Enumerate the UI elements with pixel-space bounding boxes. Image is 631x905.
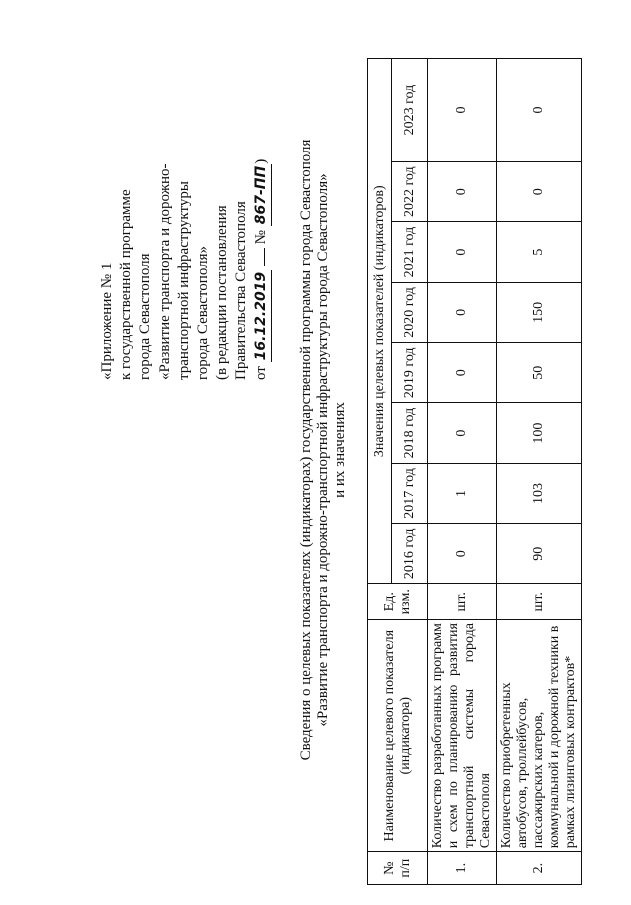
row-value: 103 <box>497 463 582 523</box>
appendix-line: к государственной программе <box>118 189 135 380</box>
row-unit: шт. <box>497 584 582 620</box>
row-value: 0 <box>428 343 497 403</box>
row-value: 90 <box>497 524 582 584</box>
header-year: 2018 год <box>392 403 428 463</box>
title-line-3: и их значениях <box>332 402 348 498</box>
header-year: 2021 год <box>392 222 428 282</box>
row-name: Количество разработанных программ и схем по планированию развития транспортной системы города Севастополя <box>428 620 497 852</box>
handwritten-date: 16.12.2019 <box>252 270 272 363</box>
header-year: 2016 год <box>392 524 428 584</box>
appendix-date-line <box>252 20 272 380</box>
header-year: 2022 год <box>392 162 428 222</box>
from-prefix: от <box>252 366 269 380</box>
header-year: 2020 год <box>392 282 428 342</box>
row-value: 1 <box>428 463 497 523</box>
appendix-block <box>98 20 272 380</box>
header-values-group: Значения целевых показателей (индикаторов) <box>368 59 392 584</box>
appendix-line: города Севастополя» <box>195 245 212 380</box>
appendix-line: транспортной инфраструктуры <box>175 181 192 380</box>
row-num: 2. <box>497 852 582 885</box>
appendix-line: (в редакции постановления <box>214 205 231 380</box>
row-value: 0 <box>428 403 497 463</box>
row-value: 0 <box>428 282 497 342</box>
row-value: 0 <box>428 162 497 222</box>
row-value: 150 <box>497 282 582 342</box>
row-value: 50 <box>497 343 582 403</box>
appendix-line: «Приложение № 1 <box>99 262 115 380</box>
table-row <box>497 59 582 885</box>
header-unit: Ед. изм. <box>368 584 428 620</box>
row-name: Количество приобретенных автобусов, троллейбусов, пассажирских катеров, коммунальной и дорожной техники в рамках лизинговых контрактов* <box>497 620 582 852</box>
indicators-table <box>367 58 582 885</box>
appendix-line: «Развитие транспорта и дорожно- <box>156 163 173 380</box>
header-year: 2017 год <box>392 463 428 523</box>
number-prefix: № <box>252 230 269 245</box>
header-year: 2023 год <box>392 59 428 162</box>
title-line-2: «Развитие транспорта и дорожно-транспортной инфраструктуры города Севастополя» <box>315 173 331 727</box>
row-value: 0 <box>428 222 497 282</box>
header-year: 2019 год <box>392 343 428 403</box>
appendix-line: Правительства Севастополя <box>233 201 250 380</box>
title-line-1: Сведения о целевых показателях (индикаторах) государственной программы города Севастополя <box>298 139 314 761</box>
document-title <box>298 75 349 825</box>
row-value: 5 <box>497 222 582 282</box>
appendix-line: города Севастополя <box>137 253 154 380</box>
closing-paren: ) <box>252 158 269 164</box>
row-value: 0 <box>497 59 582 162</box>
row-num: 1. <box>428 852 497 885</box>
row-unit: шт. <box>428 584 497 620</box>
row-value: 100 <box>497 403 582 463</box>
header-name: Наименование целевого показателя (индикатора) <box>368 620 428 852</box>
row-value: 0 <box>428 524 497 584</box>
table-row <box>428 59 497 885</box>
handwritten-number: 867-ПП <box>252 164 272 226</box>
row-value: 0 <box>497 162 582 222</box>
row-value: 0 <box>428 59 497 162</box>
header-num: № п/п <box>368 852 428 885</box>
